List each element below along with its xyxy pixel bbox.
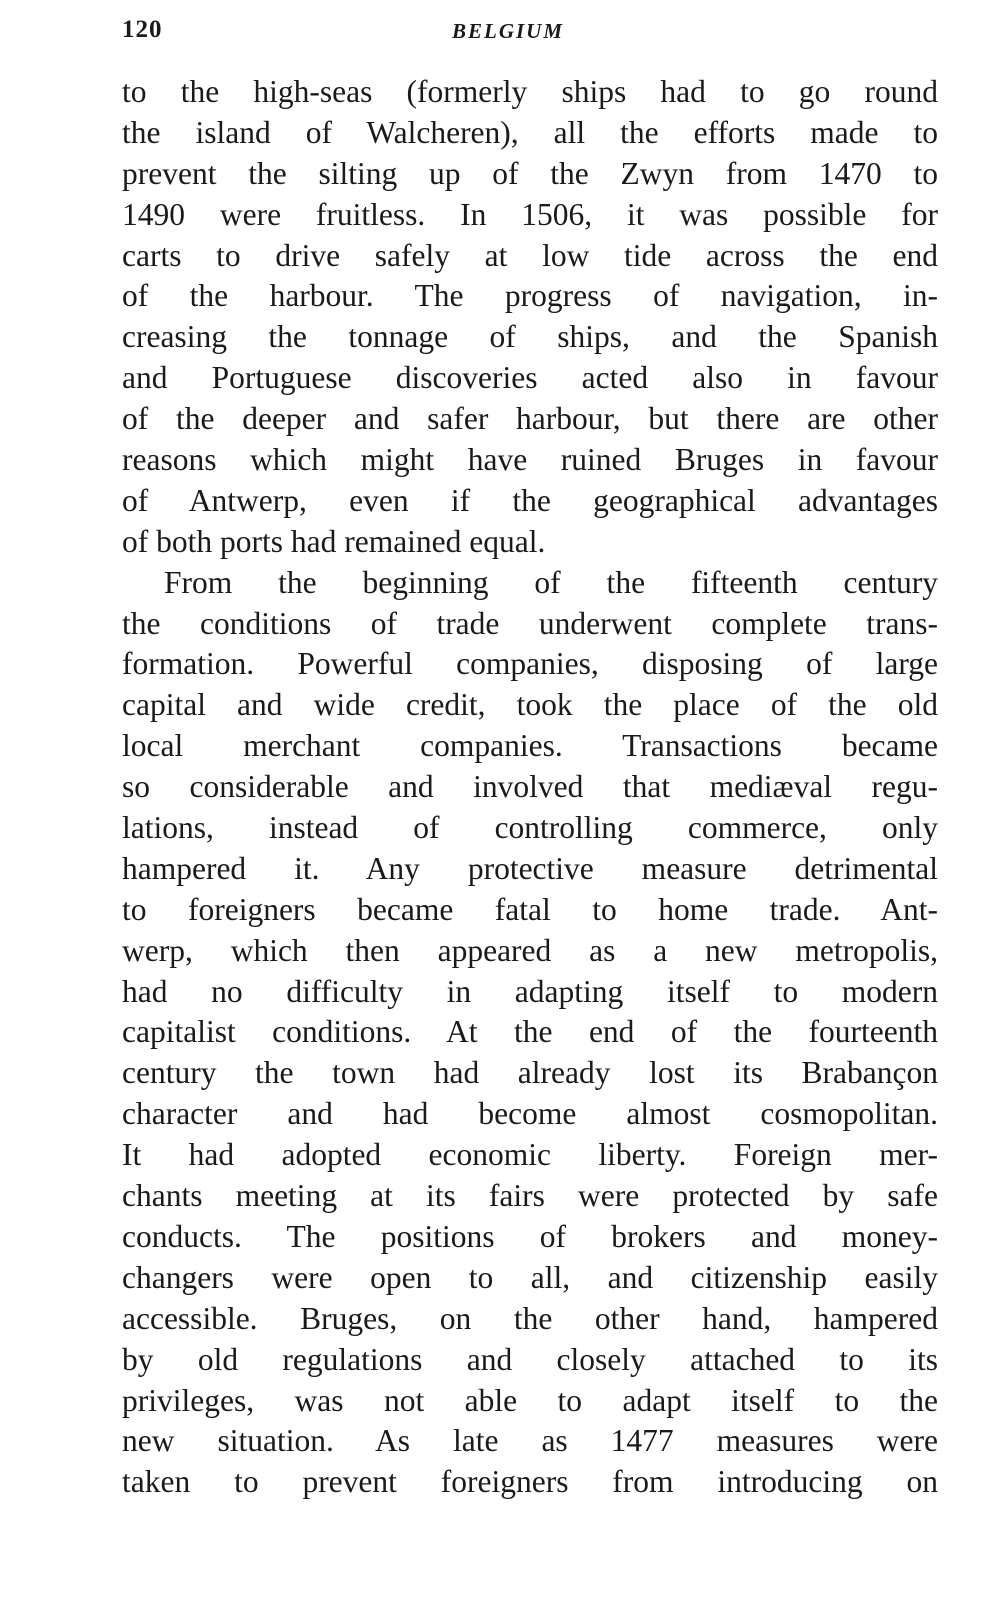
running-head (122, 16, 938, 48)
text-line: changers were open to all, and citizenship easily (122, 1259, 938, 1295)
text-line: 1490 were fruitless. In 1506, it was possible for (122, 196, 938, 232)
text-line: hampered it. Any protective measure detrimental (122, 850, 938, 886)
text-line: formation. Powerful companies, disposing of large (122, 646, 938, 682)
text-line: lations, instead of controlling commerce, only (122, 810, 938, 846)
text-line: and Portuguese discoveries acted also in favour (122, 360, 938, 396)
text-line: privileges, was not able to adapt itself to the (122, 1382, 938, 1418)
text-line: of the harbour. The progress of navigation, in- (122, 278, 938, 314)
text-line: It had adopted economic liberty. Foreign mer- (122, 1137, 938, 1173)
text-line: so considerable and involved that mediæval regu- (122, 769, 938, 805)
text-line: century the town had already lost its Brabançon (122, 1055, 938, 1091)
text-line: had no difficulty in adapting itself to modern (122, 973, 938, 1009)
paragraph-2 (122, 563, 938, 1503)
text-line: character and had become almost cosmopolitan. (122, 1096, 938, 1132)
text-line: werp, which then appeared as a new metropolis, (122, 932, 938, 968)
text-line: local merchant companies. Transactions became (122, 728, 938, 764)
text-line: prevent the silting up of the Zwyn from 1470 to (122, 155, 938, 191)
page-number: 120 (122, 16, 163, 43)
text-line: of both ports had remained equal. (122, 523, 546, 559)
text-line: the island of Walcheren), all the efforts made to (122, 114, 938, 150)
text-line: capital and wide credit, took the place of the old (122, 687, 938, 723)
text-line: creasing the tonnage of ships, and the Spanish (122, 319, 938, 355)
text-line: to foreigners became fatal to home trade. Ant- (122, 891, 938, 927)
text-line: capitalist conditions. At the end of the fourteenth (122, 1014, 938, 1050)
text-line: taken to prevent foreigners from introducing on (122, 1464, 938, 1500)
text-line: of the deeper and safer harbour, but there are other (122, 401, 938, 437)
text-line: to the high-seas (formerly ships had to go round (122, 74, 938, 109)
text-line: of Antwerp, even if the geographical advantages (122, 482, 938, 518)
text-line: chants meeting at its fairs were protected by safe (122, 1178, 938, 1214)
text-line: conducts. The positions of brokers and money- (122, 1218, 938, 1254)
running-title: BELGIUM (452, 19, 565, 43)
text-line: by old regulations and closely attached to its (122, 1341, 938, 1377)
body-text (122, 72, 938, 1503)
text-line: carts to drive safely at low tide across the end (122, 237, 938, 273)
text-line: the conditions of trade underwent complete trans- (122, 605, 938, 641)
paragraph-1 (122, 72, 938, 563)
text-line: reasons which might have ruined Bruges in favour (122, 442, 938, 478)
text-line: From the beginning of the fifteenth century (164, 564, 938, 600)
text-line: new situation. As late as 1477 measures were (122, 1423, 938, 1459)
text-line: accessible. Bruges, on the other hand, hampered (122, 1300, 938, 1336)
